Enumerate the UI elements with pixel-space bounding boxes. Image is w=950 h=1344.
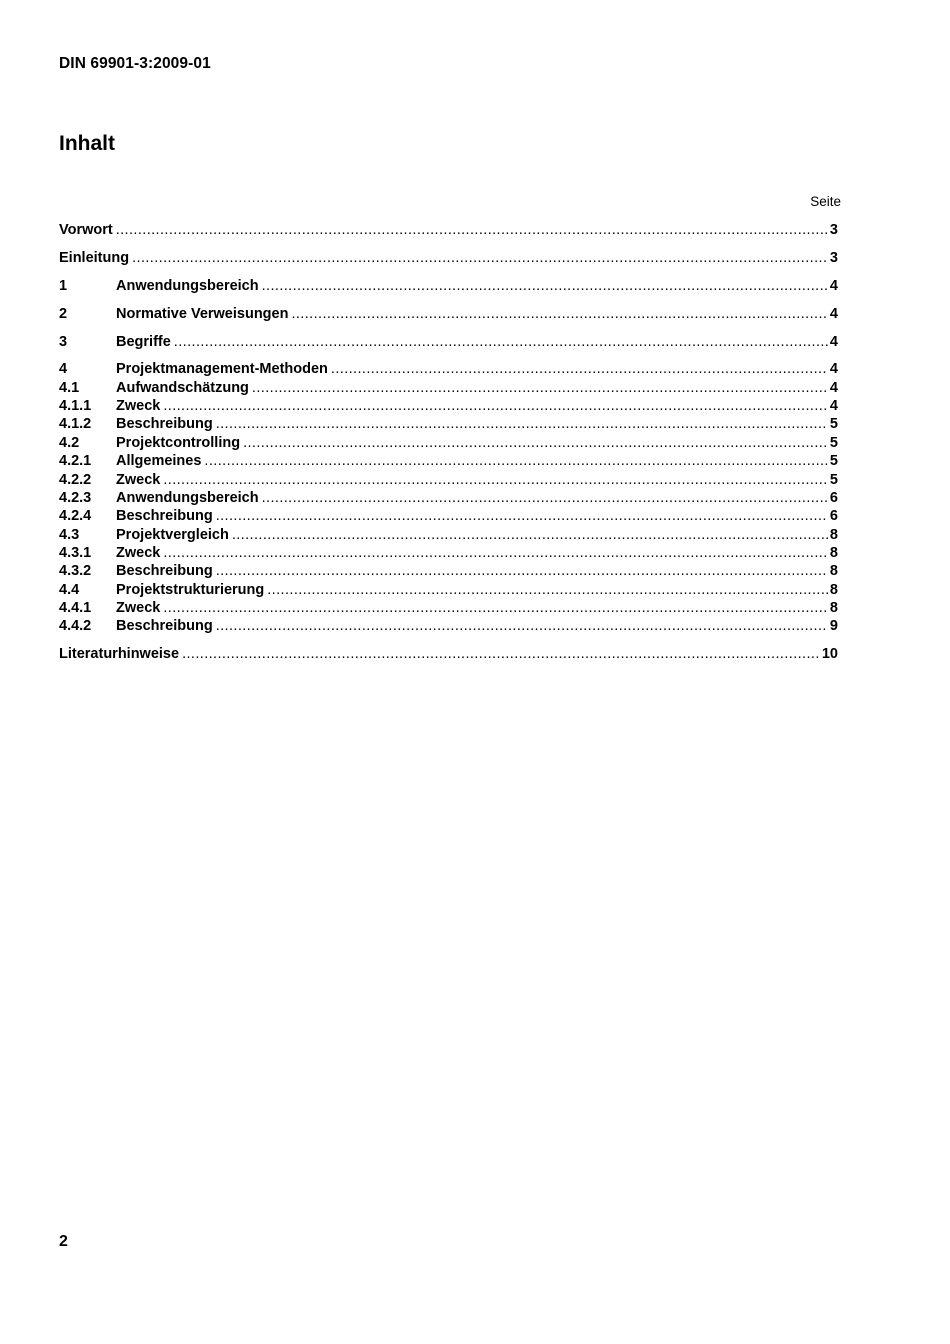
- toc-entry[interactable]: [59, 507, 838, 525]
- toc-entry-number: 4.4: [59, 582, 80, 598]
- toc-entry[interactable]: [59, 333, 838, 351]
- toc-entry-number: 4.1: [59, 380, 80, 396]
- toc-entry[interactable]: [59, 249, 838, 267]
- toc-entry-number: 4.2: [59, 435, 80, 451]
- toc-entry-number: 4.3.2: [59, 563, 92, 579]
- toc-entry-title: Anwendungsbereich: [116, 490, 259, 506]
- toc-dot-leader: [262, 277, 828, 295]
- toc-entry-page: 5: [829, 472, 838, 488]
- toc-dot-leader: [216, 415, 828, 433]
- toc-entry-title: Aufwandschätzung: [116, 380, 249, 396]
- toc-dot-leader: [163, 599, 828, 617]
- toc-dot-leader: [331, 360, 828, 378]
- toc-dot-leader: [232, 526, 828, 544]
- page-number: 2: [59, 1233, 68, 1250]
- toc-dot-leader: [163, 544, 828, 562]
- toc-dot-leader: [291, 305, 827, 323]
- toc-entry-page: 8: [829, 563, 838, 579]
- toc-entry-title: Allgemeines: [116, 453, 202, 469]
- toc-entry[interactable]: [59, 599, 838, 617]
- toc-entry[interactable]: [59, 379, 838, 397]
- toc-entry-title: Zweck: [116, 472, 161, 488]
- toc-dot-leader: [116, 221, 828, 239]
- page-title: Inhalt: [59, 132, 115, 155]
- toc-entry-title: Beschreibung: [116, 416, 213, 432]
- toc-entry-page: 8: [829, 527, 838, 543]
- toc-dot-leader: [163, 471, 828, 489]
- toc-entry-title: Begriffe: [116, 334, 171, 350]
- toc-entry[interactable]: [59, 452, 838, 470]
- toc-entry-title: Literaturhinweise: [59, 646, 180, 662]
- toc-entry-title: Projektstrukturierung: [116, 582, 265, 598]
- toc-entry-number: 4.2.3: [59, 490, 92, 506]
- toc-entry-number: 4.2.1: [59, 453, 92, 469]
- toc-entry-number: 4.3.1: [59, 545, 92, 561]
- toc-entry-page: 3: [829, 250, 838, 266]
- toc-entry-number: 4.4.2: [59, 618, 92, 634]
- toc-entry[interactable]: [59, 305, 838, 323]
- toc-dot-leader: [216, 617, 828, 635]
- toc-dot-leader: [216, 507, 828, 525]
- toc-dot-leader: [243, 434, 828, 452]
- toc-entry-page: 8: [829, 582, 838, 598]
- toc-entry-number: 3: [59, 334, 68, 350]
- toc-entry[interactable]: [59, 221, 838, 239]
- toc-entry-page: 5: [829, 453, 838, 469]
- toc-entry-title: Beschreibung: [116, 508, 213, 524]
- toc-entry-page: 9: [829, 618, 838, 634]
- toc-entry-page: 6: [829, 490, 838, 506]
- toc-entry[interactable]: [59, 397, 838, 415]
- toc-entry-number: 4.4.1: [59, 600, 92, 616]
- toc-entry-title: Vorwort: [59, 222, 113, 238]
- toc-entry-number: 4.1.2: [59, 416, 92, 432]
- toc-entry-title: Anwendungsbereich: [116, 278, 259, 294]
- toc-entry-title: Projektcontrolling: [116, 435, 241, 451]
- toc-dot-leader: [163, 397, 828, 415]
- toc-dot-leader: [262, 489, 828, 507]
- toc-entry-page: 5: [829, 416, 838, 432]
- toc-dot-leader: [174, 333, 828, 351]
- toc-entry-number: 4.2.4: [59, 508, 92, 524]
- toc-entry[interactable]: [59, 544, 838, 562]
- document-id: DIN 69901-3:2009-01: [59, 55, 211, 72]
- toc-entry[interactable]: [59, 617, 838, 635]
- toc-entry-number: 4.2.2: [59, 472, 92, 488]
- toc-entry-title: Projektvergleich: [116, 527, 229, 543]
- page-column-label: Seite: [810, 194, 841, 209]
- toc-entry[interactable]: [59, 434, 838, 452]
- toc-entry[interactable]: [59, 562, 838, 580]
- toc-entry-title: Normative Verweisungen: [116, 306, 289, 322]
- toc-entry-page: 4: [829, 306, 838, 322]
- toc-entry-number: 4: [59, 361, 68, 377]
- toc-entry-number: 4.1.1: [59, 398, 92, 414]
- toc-dot-leader: [132, 249, 828, 267]
- toc-entry[interactable]: [59, 645, 838, 663]
- toc-dot-leader: [216, 562, 828, 580]
- toc-entry-title: Einleitung: [59, 250, 130, 266]
- toc-entry-page: 3: [829, 222, 838, 238]
- toc-entry[interactable]: [59, 581, 838, 599]
- toc-entry-number: 4.3: [59, 527, 80, 543]
- toc-entry-title: Projektmanagement-Methoden: [116, 361, 328, 377]
- toc-dot-leader: [267, 581, 828, 599]
- toc-entry-page: 8: [829, 600, 838, 616]
- toc-entry[interactable]: [59, 471, 838, 489]
- toc-entry-page: 4: [829, 380, 838, 396]
- toc-entry[interactable]: [59, 277, 838, 295]
- toc-entry-page: 4: [829, 334, 838, 350]
- toc-entry-page: 8: [829, 545, 838, 561]
- toc-entry-page: 10: [821, 646, 838, 662]
- toc-entry-page: 4: [829, 361, 838, 377]
- toc-entry[interactable]: [59, 526, 838, 544]
- toc-entry-title: Zweck: [116, 398, 161, 414]
- toc-entry-number: 1: [59, 278, 68, 294]
- toc-entry-page: 5: [829, 435, 838, 451]
- toc-entry[interactable]: [59, 360, 838, 378]
- toc-dot-leader: [182, 645, 820, 663]
- toc-entry-title: Beschreibung: [116, 563, 213, 579]
- toc-entry-page: 4: [829, 398, 838, 414]
- toc-entry-page: 4: [829, 278, 838, 294]
- toc-entry[interactable]: [59, 489, 838, 507]
- toc-entry-title: Zweck: [116, 545, 161, 561]
- toc-dot-leader: [204, 452, 828, 470]
- toc-entry[interactable]: [59, 415, 838, 433]
- toc-entry-number: 2: [59, 306, 68, 322]
- toc-entry-title: Zweck: [116, 600, 161, 616]
- toc-entry-title: Beschreibung: [116, 618, 213, 634]
- toc-dot-leader: [252, 379, 828, 397]
- toc-entry-page: 6: [829, 508, 838, 524]
